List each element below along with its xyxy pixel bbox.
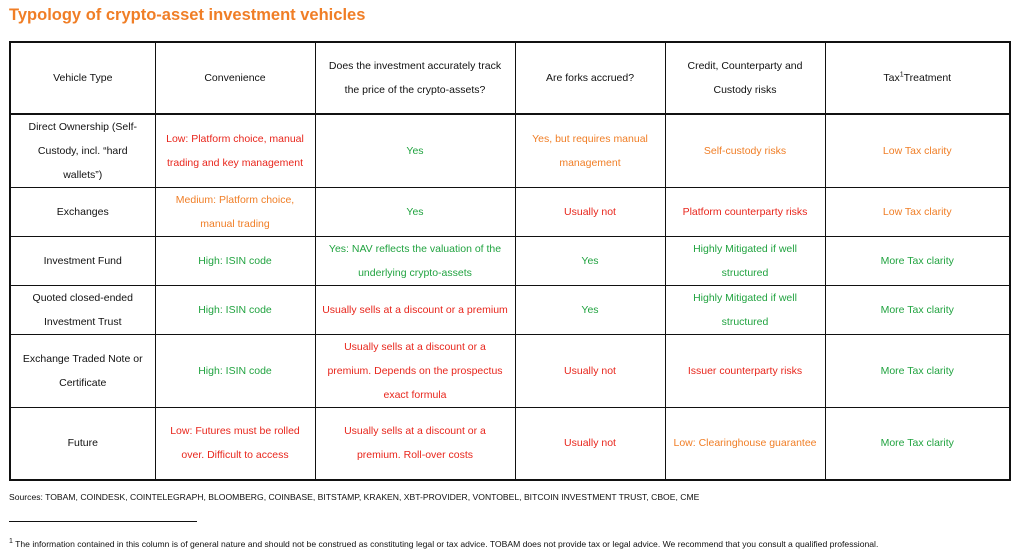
header-forks: Are forks accrued? bbox=[515, 42, 665, 114]
cell-convenience: High: ISIN code bbox=[155, 237, 315, 286]
cell-vehicle: Exchanges bbox=[10, 188, 155, 237]
cell-risks: Highly Mitigated if well structured bbox=[665, 237, 825, 286]
footnote-divider bbox=[9, 521, 197, 522]
cell-forks: Usually not bbox=[515, 188, 665, 237]
cell-vehicle: Investment Fund bbox=[10, 237, 155, 286]
footnote-marker: 1 bbox=[9, 538, 13, 546]
cell-forks: Yes, but requires manual management bbox=[515, 114, 665, 188]
table-row bbox=[10, 188, 1010, 237]
cell-forks: Usually not bbox=[515, 335, 665, 408]
cell-tracking: Yes: NAV reflects the valuation of the underlying crypto-assets bbox=[315, 237, 515, 286]
header-tax-footnote-marker: 1 bbox=[899, 71, 904, 79]
cell-tracking: Usually sells at a discount or a premium. Roll-over costs bbox=[315, 408, 515, 480]
cell-vehicle: Future bbox=[10, 408, 155, 480]
cell-tax: More Tax clarity bbox=[825, 286, 1010, 335]
header-tax-treatment bbox=[825, 42, 1010, 114]
cell-vehicle: Quoted closed-ended Investment Trust bbox=[10, 286, 155, 335]
sources-note: Sources: TOBAM, COINDESK, COINTELEGRAPH, BLOOMBERG, COINBASE, BITSTAMP, KRAKEN, XBT-PROVIDER, VONTOBEL, BITCOIN INVESTMENT TRUST, CBOE, CME bbox=[9, 492, 700, 502]
vehicle-typology-table bbox=[9, 41, 1011, 481]
cell-convenience: Low: Futures must be rolled over. Difficult to access bbox=[155, 408, 315, 480]
header-price-tracking: Does the investment accurately track the price of the crypto-assets? bbox=[315, 42, 515, 114]
table-row bbox=[10, 408, 1010, 480]
table-row bbox=[10, 237, 1010, 286]
cell-forks: Yes bbox=[515, 237, 665, 286]
cell-vehicle: Exchange Traded Note or Certificate bbox=[10, 335, 155, 408]
cell-tracking: Yes bbox=[315, 114, 515, 188]
cell-convenience: High: ISIN code bbox=[155, 286, 315, 335]
page-title: Typology of crypto-asset investment vehicles bbox=[9, 6, 366, 24]
cell-tracking: Yes bbox=[315, 188, 515, 237]
header-vehicle-type: Vehicle Type bbox=[10, 42, 155, 114]
cell-risks: Highly Mitigated if well structured bbox=[665, 286, 825, 335]
header-convenience: Convenience bbox=[155, 42, 315, 114]
cell-risks: Platform counterparty risks bbox=[665, 188, 825, 237]
cell-risks: Self-custody risks bbox=[665, 114, 825, 188]
cell-tax: More Tax clarity bbox=[825, 335, 1010, 408]
cell-risks: Issuer counterparty risks bbox=[665, 335, 825, 408]
cell-risks: Low: Clearinghouse guarantee bbox=[665, 408, 825, 480]
header-row bbox=[10, 42, 1010, 114]
cell-tracking: Usually sells at a discount or a premium. Depends on the prospectus exact formula bbox=[315, 335, 515, 408]
cell-forks: Usually not bbox=[515, 408, 665, 480]
header-tax-label: Treatment bbox=[903, 72, 952, 84]
cell-tax: Low Tax clarity bbox=[825, 188, 1010, 237]
table-row bbox=[10, 114, 1010, 188]
footnote bbox=[9, 539, 878, 549]
footnote-text: The information contained in this column is of general nature and should not be construed as constituting legal or tax advice. TOBAM does not provide tax or legal advice. We recommend that you consult a qualified professional. bbox=[12, 539, 879, 549]
cell-tax: More Tax clarity bbox=[825, 408, 1010, 480]
table-row bbox=[10, 286, 1010, 335]
cell-vehicle: Direct Ownership (Self-Custody, incl. “hard wallets”) bbox=[10, 114, 155, 188]
table-row bbox=[10, 335, 1010, 408]
cell-convenience: High: ISIN code bbox=[155, 335, 315, 408]
header-tax-prefix: Tax bbox=[883, 72, 900, 84]
cell-forks: Yes bbox=[515, 286, 665, 335]
cell-tax: Low Tax clarity bbox=[825, 114, 1010, 188]
cell-tax: More Tax clarity bbox=[825, 237, 1010, 286]
header-risks: Credit, Counterparty and Custody risks bbox=[665, 42, 825, 114]
cell-convenience: Medium: Platform choice, manual trading bbox=[155, 188, 315, 237]
cell-convenience: Low: Platform choice, manual trading and key management bbox=[155, 114, 315, 188]
cell-tracking: Usually sells at a discount or a premium bbox=[315, 286, 515, 335]
